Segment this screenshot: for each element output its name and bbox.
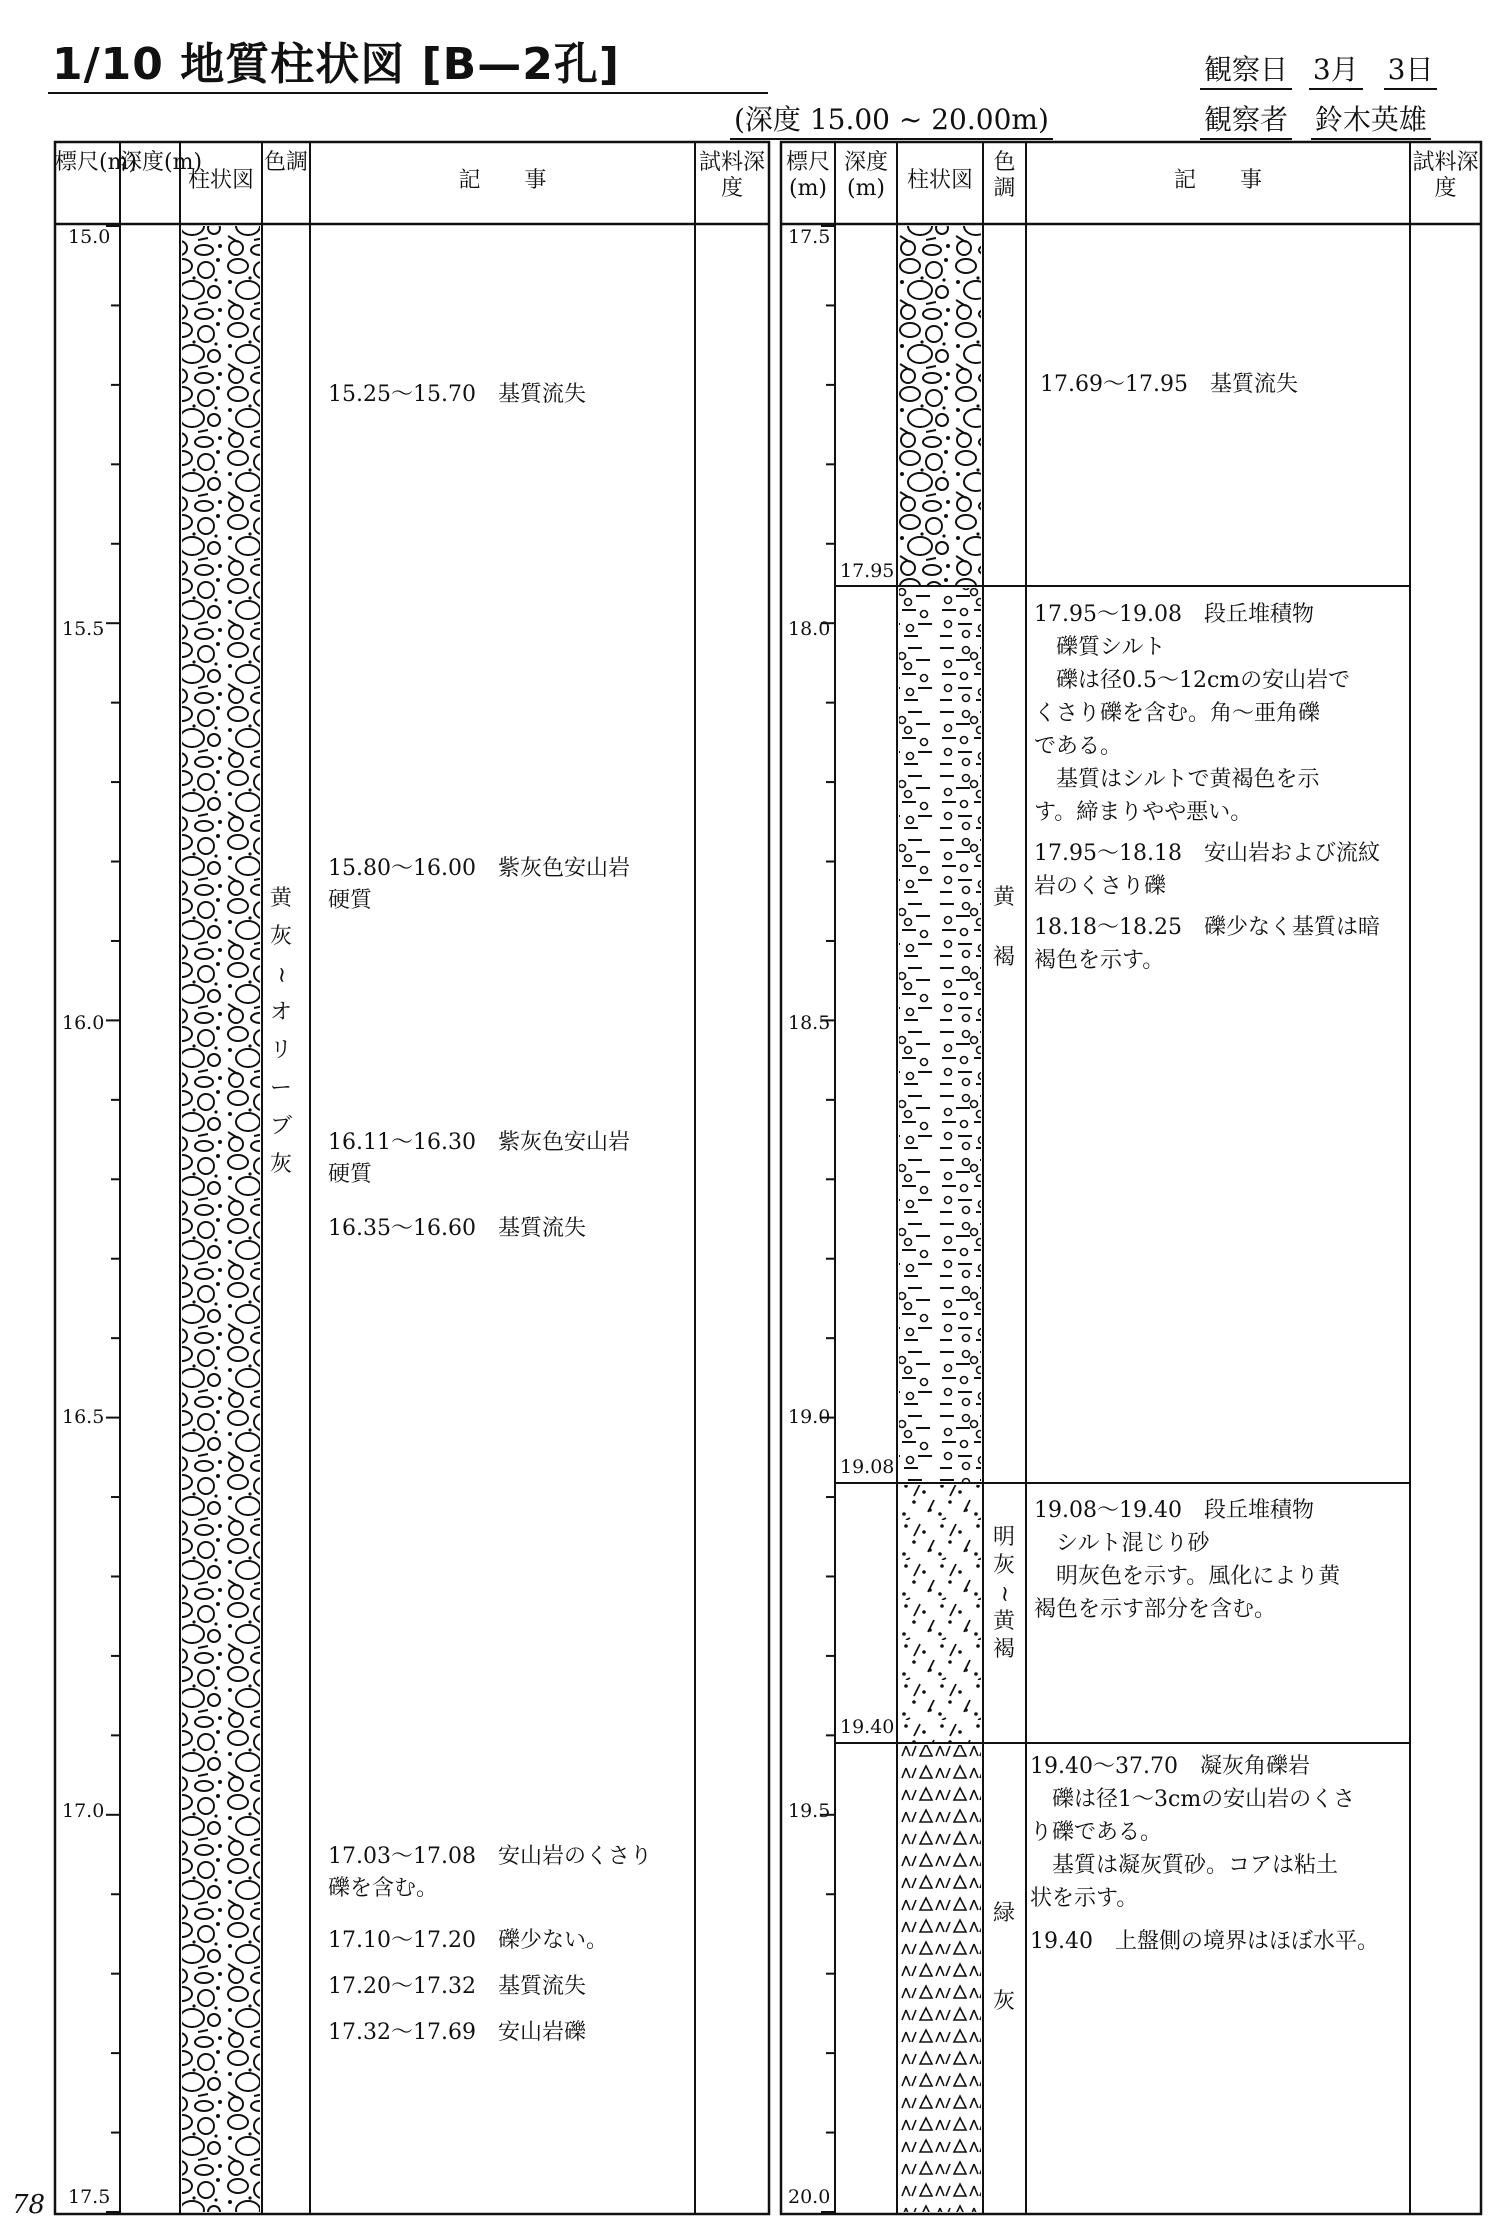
tick-label-left: 17.5 bbox=[68, 2186, 111, 2208]
tick-label-right: 19.0 bbox=[788, 1406, 831, 1428]
color-char: 緑 bbox=[992, 1901, 1015, 1926]
note-line: シルト混じり砂 bbox=[1056, 1531, 1210, 1556]
notes-right-layer4 bbox=[1030, 1750, 1408, 1958]
color-char: 灰 bbox=[269, 924, 292, 949]
note-line: 19.08〜19.40 段丘堆積物 bbox=[1034, 1498, 1314, 1523]
note-left-1: 15.25〜15.70 基質流失 bbox=[328, 382, 586, 407]
tick-label-right: 20.0 bbox=[788, 2186, 831, 2208]
color-char: 褐 bbox=[992, 945, 1015, 970]
color-char: 明 bbox=[992, 1525, 1015, 1550]
col-header-column-right: 柱状図 bbox=[906, 168, 973, 193]
color-char: 黄 bbox=[992, 1609, 1015, 1634]
note-line: 明灰色を示す。風化により黄 bbox=[1056, 1564, 1341, 1589]
color-char: 褐 bbox=[992, 1637, 1015, 1662]
tick-label-left: 15.0 bbox=[68, 226, 111, 248]
note-line: である。 bbox=[1034, 734, 1123, 759]
col-header-notes-left: 記 事 bbox=[458, 168, 547, 193]
col-header-color-left: 色調 bbox=[263, 150, 308, 175]
col-header-scale-right: 標尺(m) bbox=[785, 150, 830, 201]
note-line: 基質はシルトで黄褐色を示 bbox=[1056, 767, 1320, 792]
tick-label-left: 15.5 bbox=[62, 618, 105, 640]
color-char: ∼ bbox=[992, 1584, 1017, 1604]
color-char: ー bbox=[269, 1076, 292, 1101]
col-header-notes-right: 記 事 bbox=[1173, 168, 1262, 193]
tick-label-right: 17.5 bbox=[788, 226, 831, 248]
note-line: 18.18〜18.25 礫少なく基質は暗 bbox=[1034, 915, 1380, 940]
col-header-depth-left: 深度(m) bbox=[120, 150, 203, 175]
note-left-11: 17.32〜17.69 安山岩礫 bbox=[328, 2020, 586, 2045]
note-left-3: 硬質 bbox=[328, 888, 373, 913]
color-char: 灰 bbox=[992, 1989, 1015, 2014]
color-text-left bbox=[264, 880, 298, 1184]
note-line: り礫である。 bbox=[1030, 1820, 1163, 1845]
note-left-10: 17.20〜17.32 基質流失 bbox=[328, 1974, 586, 1999]
observer-label: 観察者 bbox=[1200, 103, 1292, 140]
color-label-right-layer3 bbox=[987, 1524, 1023, 1664]
note-line: 礫は径0.5〜12cmの安山岩で bbox=[1056, 668, 1351, 693]
tick-label-left: 16.5 bbox=[62, 1406, 105, 1428]
note-left-9: 17.10〜17.20 礫少ない。 bbox=[328, 1928, 608, 1953]
color-char: 黄 bbox=[269, 886, 292, 911]
color-label-left bbox=[264, 880, 308, 1184]
color-char: ブ bbox=[269, 1114, 292, 1139]
notes-right-layer3 bbox=[1034, 1494, 1404, 1626]
tick-label-right: 18.5 bbox=[788, 1012, 831, 1034]
note-left-8: 礫を含む。 bbox=[328, 1876, 439, 1901]
observer-name: 鈴木英雄 bbox=[1311, 103, 1431, 140]
color-char: オ bbox=[269, 1000, 292, 1025]
tick-label-left: 16.0 bbox=[62, 1012, 105, 1034]
notes-right-layer2 bbox=[1034, 598, 1404, 977]
note-left-6: 16.35〜16.60 基質流失 bbox=[328, 1216, 586, 1241]
obs-day: 3日 bbox=[1384, 53, 1438, 90]
color-label-right-layer2 bbox=[987, 868, 1023, 988]
color-char: 黄 bbox=[992, 885, 1015, 910]
note-right-layer1: 17.69〜17.95 基質流失 bbox=[1040, 372, 1298, 397]
col-header-sample-right: 試料深度 bbox=[1412, 150, 1479, 201]
note-line: くさり礫を含む。角〜亜角礫 bbox=[1034, 701, 1321, 726]
tick-label-left: 17.0 bbox=[62, 1800, 105, 1822]
depth-mark: 19.08 bbox=[840, 1456, 895, 1478]
depth-mark: 17.95 bbox=[840, 560, 895, 582]
page-number: 78 bbox=[12, 2190, 46, 2220]
col-header-depth-right: 深度(m) bbox=[843, 150, 888, 201]
color-char: リ bbox=[269, 1038, 292, 1063]
col-header-scale-left: 標尺(m) bbox=[55, 150, 138, 175]
note-left-7: 17.03〜17.08 安山岩のくさり bbox=[328, 1844, 652, 1869]
color-text-right-layer4 bbox=[987, 1870, 1021, 2046]
color-text-right-layer2 bbox=[987, 868, 1021, 988]
obs-month: 3月 bbox=[1309, 53, 1363, 90]
note-line: 礫は径1〜3cmの安山岩のくさ bbox=[1052, 1787, 1356, 1812]
depth-mark: 19.40 bbox=[840, 1716, 895, 1738]
note-line: 礫質シルト bbox=[1056, 635, 1166, 660]
note-line: 褐色を示す。 bbox=[1034, 948, 1165, 973]
note-line: 19.40 上盤側の境界はほぼ水平。 bbox=[1030, 1929, 1379, 1954]
note-line: 19.40〜37.70 凝灰角礫岩 bbox=[1030, 1754, 1310, 1779]
note-line: 17.95〜19.08 段丘堆積物 bbox=[1034, 602, 1314, 627]
note-left-2: 15.80〜16.00 紫灰色安山岩 bbox=[328, 856, 630, 881]
note-line: 基質は凝灰質砂。コアは粘土 bbox=[1052, 1853, 1339, 1878]
depth-range-text: (深度 15.00 ~ 20.00m) bbox=[730, 103, 1053, 140]
note-line: 状を示す。 bbox=[1030, 1886, 1139, 1911]
color-char: ∼ bbox=[269, 965, 294, 985]
note-line: 褐色を示す部分を含む。 bbox=[1034, 1597, 1277, 1622]
col-header-column-left: 柱状図 bbox=[187, 168, 254, 193]
note-line: 17.95〜18.18 安山岩および流紋 bbox=[1034, 841, 1380, 866]
tick-label-right: 19.5 bbox=[788, 1800, 831, 1822]
note-left-4: 16.11〜16.30 紫灰色安山岩 bbox=[328, 1130, 630, 1155]
color-label-right-layer4 bbox=[987, 1870, 1023, 2046]
color-text-right-layer3 bbox=[987, 1524, 1021, 1664]
color-char: 灰 bbox=[269, 1152, 292, 1177]
page-title: 1/10 地質柱状図 [B—2孔] bbox=[52, 39, 620, 90]
note-line: 岩のくさり礫 bbox=[1034, 874, 1167, 899]
tick-label-right: 18.0 bbox=[788, 618, 831, 640]
col-header-sample-left: 試料深度 bbox=[698, 150, 765, 201]
obs-date-label: 観察日 bbox=[1200, 53, 1292, 90]
color-char: 灰 bbox=[992, 1553, 1015, 1578]
note-line: す。締まりやや悪い。 bbox=[1034, 800, 1253, 825]
note-left-5: 硬質 bbox=[328, 1162, 373, 1187]
col-header-color-right: 色調 bbox=[993, 150, 1016, 201]
